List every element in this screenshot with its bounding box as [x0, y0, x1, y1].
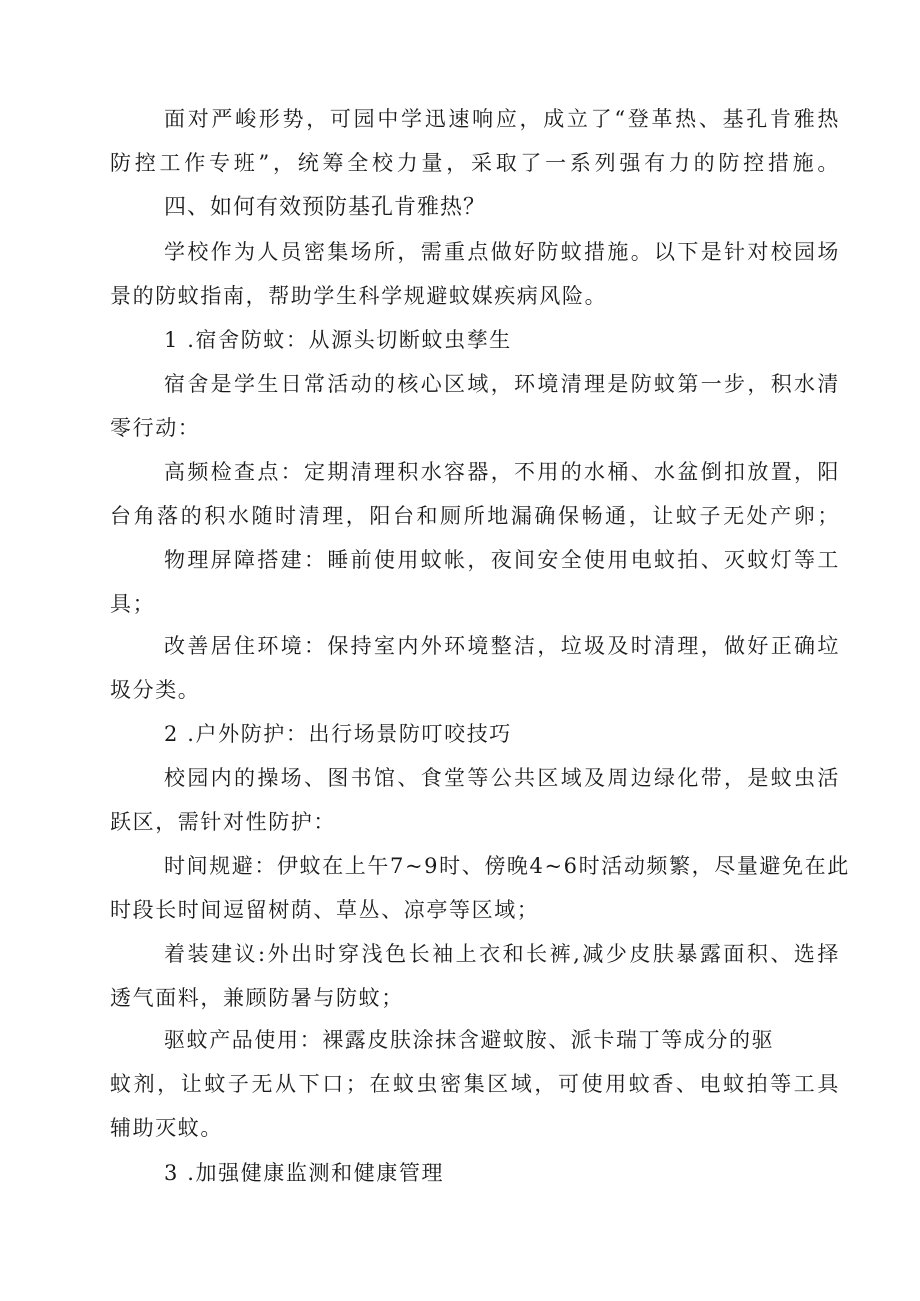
- paragraph-line: 零行动：: [110, 416, 201, 440]
- paragraph-line: 驱蚊产品使用：裸露皮肤涂抹含避蚊胺、派卡瑞丁等成分的驱: [164, 1028, 775, 1052]
- paragraph-line: 辅助灭蚊。: [110, 1116, 223, 1140]
- paragraph-line: 时间规避：伊蚊在上午7~9时、傍晚4~6时活动频繁，尽量避免在此: [164, 854, 850, 878]
- paragraph-line: 改善居住环境：保持室内外环境整洁，垃圾及时清理，做好正确垃: [164, 634, 840, 658]
- paragraph-line: 圾分类。: [110, 678, 201, 702]
- subsection-heading: 2 .户外防护：出行场景防叮咬技巧: [164, 722, 512, 746]
- paragraph-line: 校园内的操场、图书馆、食堂等公共区域及周边绿化带，是蚊虫活: [164, 766, 840, 790]
- paragraph-line: 跃区，需针对性防护：: [110, 810, 336, 834]
- subsection-heading: 3 .加强健康监测和健康管理: [164, 1161, 445, 1185]
- paragraph-line: 台角落的积水随时清理，阳台和厕所地漏确保畅通，让蚊子无处产卵；: [110, 504, 840, 528]
- paragraph-line: 景的防蚊指南，帮助学生科学规避蚊媒疾病风险。: [110, 284, 608, 308]
- paragraph-line: 防控工作专班”，统筹全校力量，采取了一系列强有力的防控措施。: [110, 151, 840, 175]
- paragraph-line: 面对严峻形势，可园中学迅速响应，成立了“登革热、基孔肯雅热: [164, 107, 840, 131]
- paragraph-line: 透气面料，兼顾防暑与防蚊；: [110, 986, 404, 1010]
- paragraph-line: 高频检查点：定期清理积水容器，不用的水桶、水盆倒扣放置，阳: [164, 460, 840, 484]
- paragraph-line: 学校作为人员密集场所，需重点做好防蚊措施。以下是针对校园场: [164, 240, 840, 264]
- paragraph-line: 具；: [110, 592, 156, 616]
- paragraph-line: 蚊剂，让蚊子无从下口；在蚊虫密集区域，可使用蚊香、电蚊拍等工具: [110, 1072, 840, 1096]
- paragraph-line: 物理屏障搭建：睡前使用蚊帐，夜间安全使用电蚊拍、灭蚊灯等工: [164, 548, 840, 572]
- subsection-heading: 1 .宿舍防蚊：从源头切断蚊虫孳生: [164, 328, 512, 352]
- paragraph-line: 时段长时间逗留树荫、草丛、凉亭等区域；: [110, 898, 540, 922]
- section-heading: 四、如何有效预防基孔肯雅热？: [164, 195, 487, 220]
- paragraph-line: 宿舍是学生日常活动的核心区域，环境清理是防蚊第一步，积水清: [164, 372, 840, 396]
- paragraph-line: 着装建议:外出时穿浅色长袖上衣和长裤,减少皮肤暴露面积、选择: [164, 942, 840, 966]
